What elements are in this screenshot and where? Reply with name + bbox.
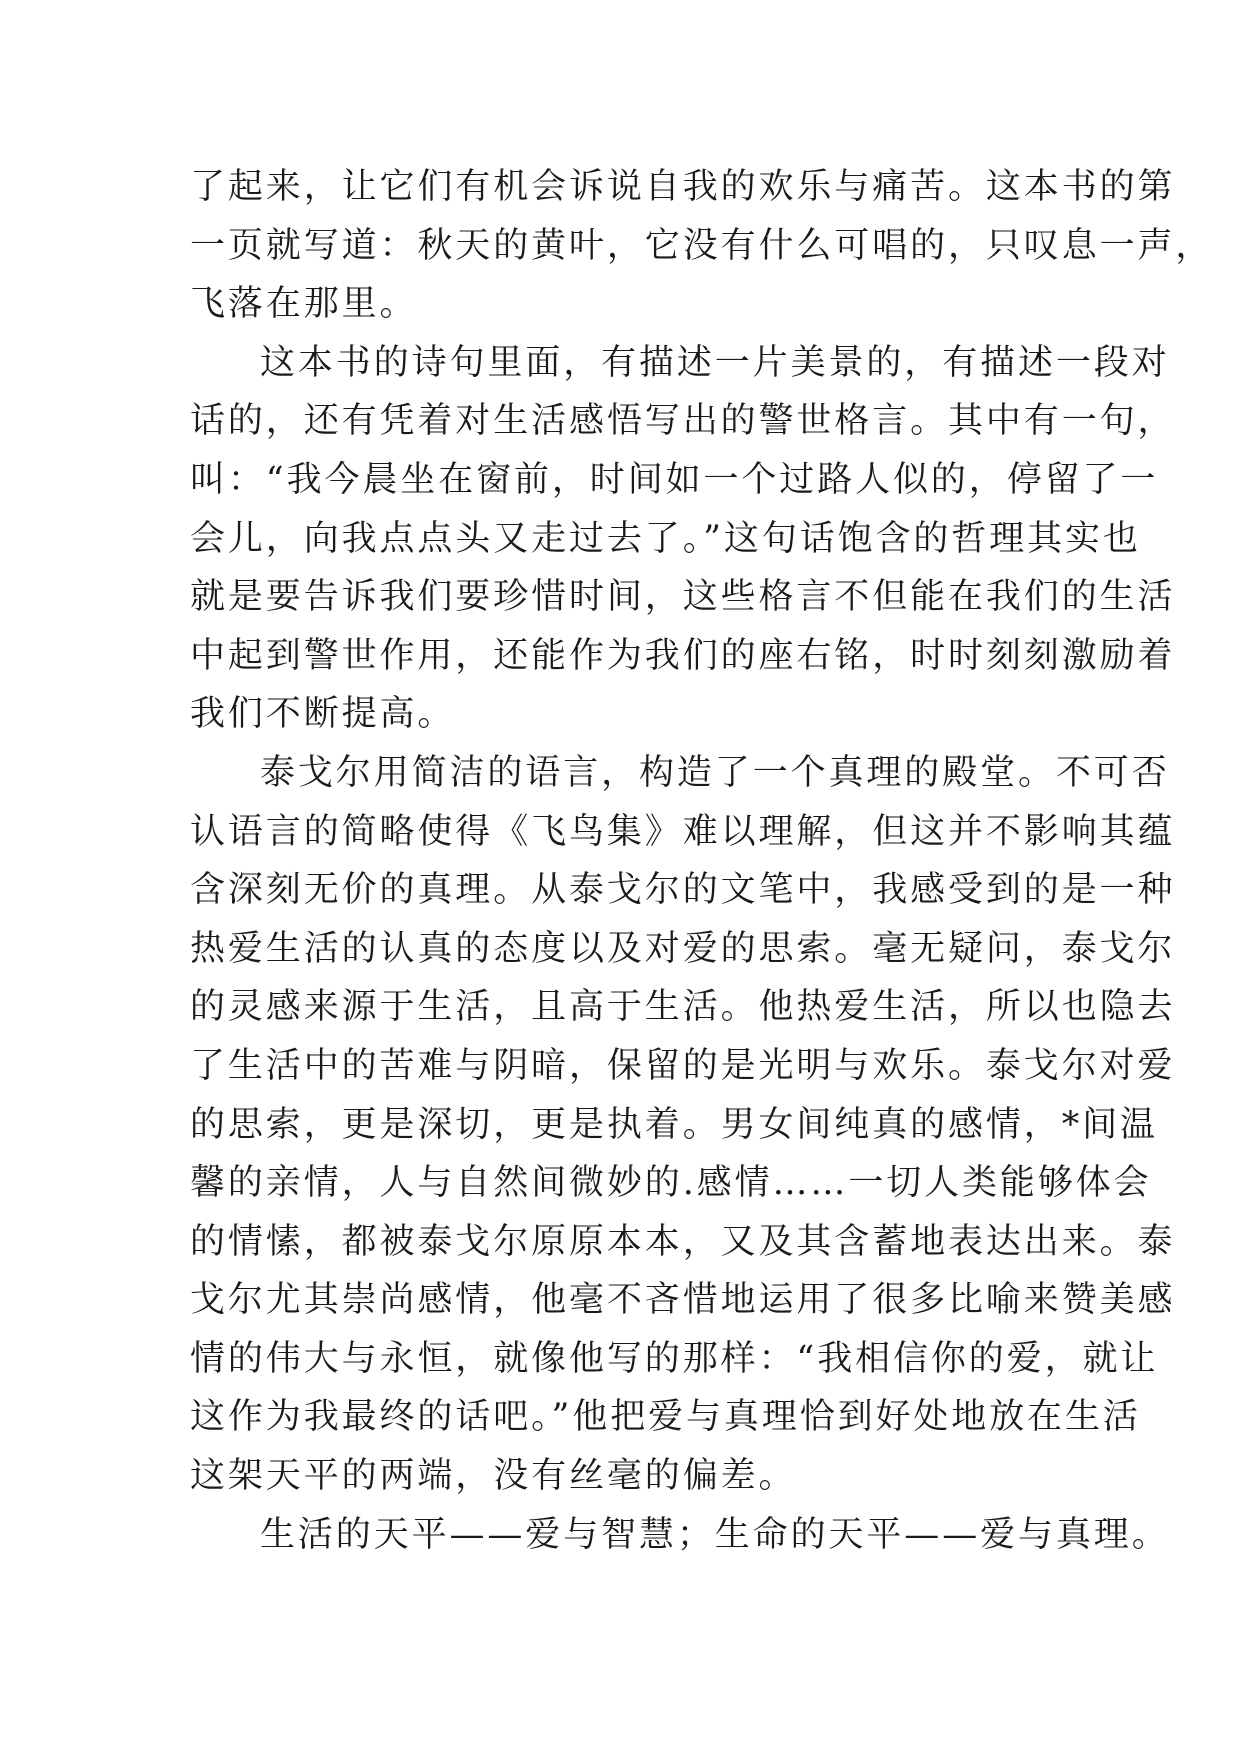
text-line: 这架天平的两端，没有丝毫的偏差。 [190, 1456, 797, 1497]
text-line: 的灵感来源于生活，且高于生活。他热爱生活，所以也隐去 [190, 987, 1176, 1028]
paragraph-first-line: 这本书的诗句里面，有描述一片美景的，有描述一段对 [260, 342, 1170, 383]
text-line: 热爱生活的认真的态度以及对爱的思索。毫无疑问，泰戈尔 [190, 928, 1176, 969]
text-line: 我们不断提高。 [190, 694, 456, 735]
text-line: 一页就写道：秋天的黄叶，它没有什么可唱的，只叹息一声， [190, 225, 1214, 266]
text-line: 含深刻无价的真理。从泰戈尔的文笔中，我感受到的是一种 [190, 870, 1176, 911]
text-line: 就是要告诉我们要珍惜时间，这些格言不但能在我们的生活 [190, 577, 1176, 618]
text-line: 馨的亲情，人与自然间微妙的.感情……一切人类能够体会 [190, 1163, 1152, 1204]
document-body [190, 158, 1214, 1564]
text-line: 叫：“我今晨坐在窗前，时间如一个过路人似的，停留了一 [190, 459, 1159, 500]
text-line: 会儿，向我点点头又走过去了。”这句话饱含的哲理其实也 [190, 518, 1141, 559]
text-line: 的情愫，都被泰戈尔原原本本，又及其含蓄地表达出来。泰 [190, 1221, 1176, 1262]
text-line: 戈尔尤其崇尚感情，他毫不吝惜地运用了很多比喻来赞美感 [190, 1280, 1176, 1321]
text-line: 飞落在那里。 [190, 284, 418, 325]
text-line: 这作为我最终的话吧。”他把爱与真理恰到好处地放在生活 [190, 1397, 1141, 1438]
text-line: 话的，还有凭着对生活感悟写出的警世格言。其中有一句， [190, 401, 1176, 442]
paragraph-first-line: 泰戈尔用简洁的语言，构造了一个真理的殿堂。不可否 [260, 752, 1170, 793]
text-line: 的思索，更是深切，更是执着。男女间纯真的感情，*间温 [190, 1104, 1158, 1145]
paragraph-first-line: 生活的天平——爱与智慧；生命的天平——爱与真理。 [260, 1514, 1170, 1555]
text-line: 情的伟大与永恒，就像他写的那样：“我相信你的爱，就让 [190, 1338, 1159, 1379]
text-line: 认语言的简略使得《飞鸟集》难以理解，但这并不影响其蕴 [190, 811, 1176, 852]
text-line: 了生活中的苦难与阴暗，保留的是光明与欢乐。泰戈尔对爱 [190, 1045, 1176, 1086]
text-line: 了起来，让它们有机会诉说自我的欢乐与痛苦。这本书的第 [190, 167, 1176, 207]
text-line: 中起到警世作用，还能作为我们的座右铭，时时刻刻激励着 [190, 635, 1176, 676]
